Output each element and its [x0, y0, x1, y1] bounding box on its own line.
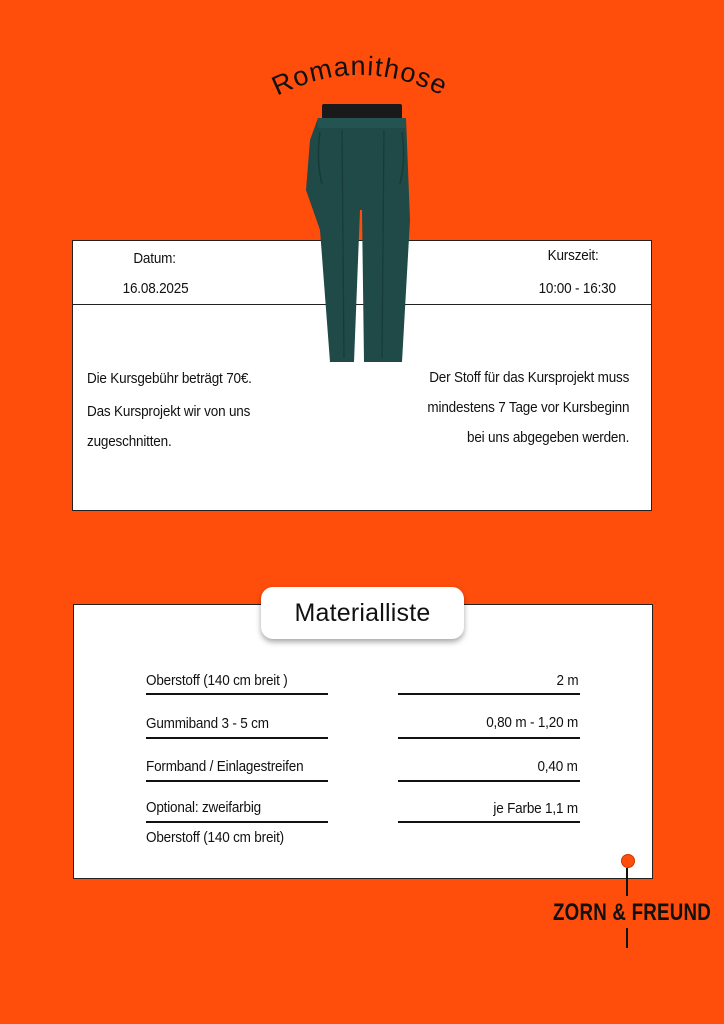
date-value: 16.08.2025: [122, 280, 189, 297]
course-title: [267, 51, 452, 101]
material-amount-underline: [398, 737, 580, 739]
time-label: Kurszeit:: [548, 247, 599, 264]
material-amount: 0,80 m - 1,20 m: [486, 714, 578, 731]
fabric-text-line1: Der Stoff für das Kursprojekt muss: [429, 369, 629, 386]
trousers-waist-seam: [318, 118, 406, 128]
material-amount: 0,40 m: [537, 758, 578, 775]
material-name-underline: [146, 821, 328, 823]
brand-logo-dot: [621, 854, 635, 868]
material-name: Oberstoff (140 cm breit ): [146, 672, 288, 689]
brand-logo: ZORN & FREUND: [553, 899, 711, 926]
material-amount-underline: [398, 780, 580, 782]
material-amount: je Farbe 1,1 m: [493, 800, 578, 817]
trousers-body: [306, 118, 410, 362]
material-name: Formband / Einlagestreifen: [146, 758, 304, 775]
brand-logo-stem: [626, 868, 628, 896]
material-amount-underline: [398, 821, 580, 823]
materials-heading: Materialliste: [294, 598, 431, 627]
material-name: Optional: zweifarbig: [146, 799, 261, 816]
material-name-underline: [146, 693, 328, 695]
trousers-image: [296, 100, 426, 368]
time-value: 10:00 - 16:30: [538, 280, 616, 297]
cut-text-line2: zugeschnitten.: [87, 433, 172, 450]
material-name-underline: [146, 780, 328, 782]
material-amount-underline: [398, 693, 580, 695]
course-title-text: Romanithose: [267, 50, 453, 102]
material-name: Gummiband 3 - 5 cm: [146, 715, 269, 732]
material-name-line2: Oberstoff (140 cm breit): [146, 829, 284, 846]
date-label: Datum:: [133, 250, 176, 267]
material-amount: 2 m: [556, 672, 578, 689]
fabric-text-line2: mindestens 7 Tage vor Kursbeginn: [427, 399, 629, 416]
brand-logo-stem-lower: [626, 928, 628, 948]
materials-card: [73, 604, 653, 879]
material-name-underline: [146, 737, 328, 739]
fee-text: Die Kursgebühr beträgt 70€.: [87, 370, 252, 387]
cut-text-line1: Das Kursprojekt wir von uns: [87, 403, 251, 420]
trousers-waistband: [322, 104, 402, 119]
fabric-text-line3: bei uns abgegeben werden.: [466, 429, 629, 446]
materials-heading-pill: [261, 587, 464, 639]
